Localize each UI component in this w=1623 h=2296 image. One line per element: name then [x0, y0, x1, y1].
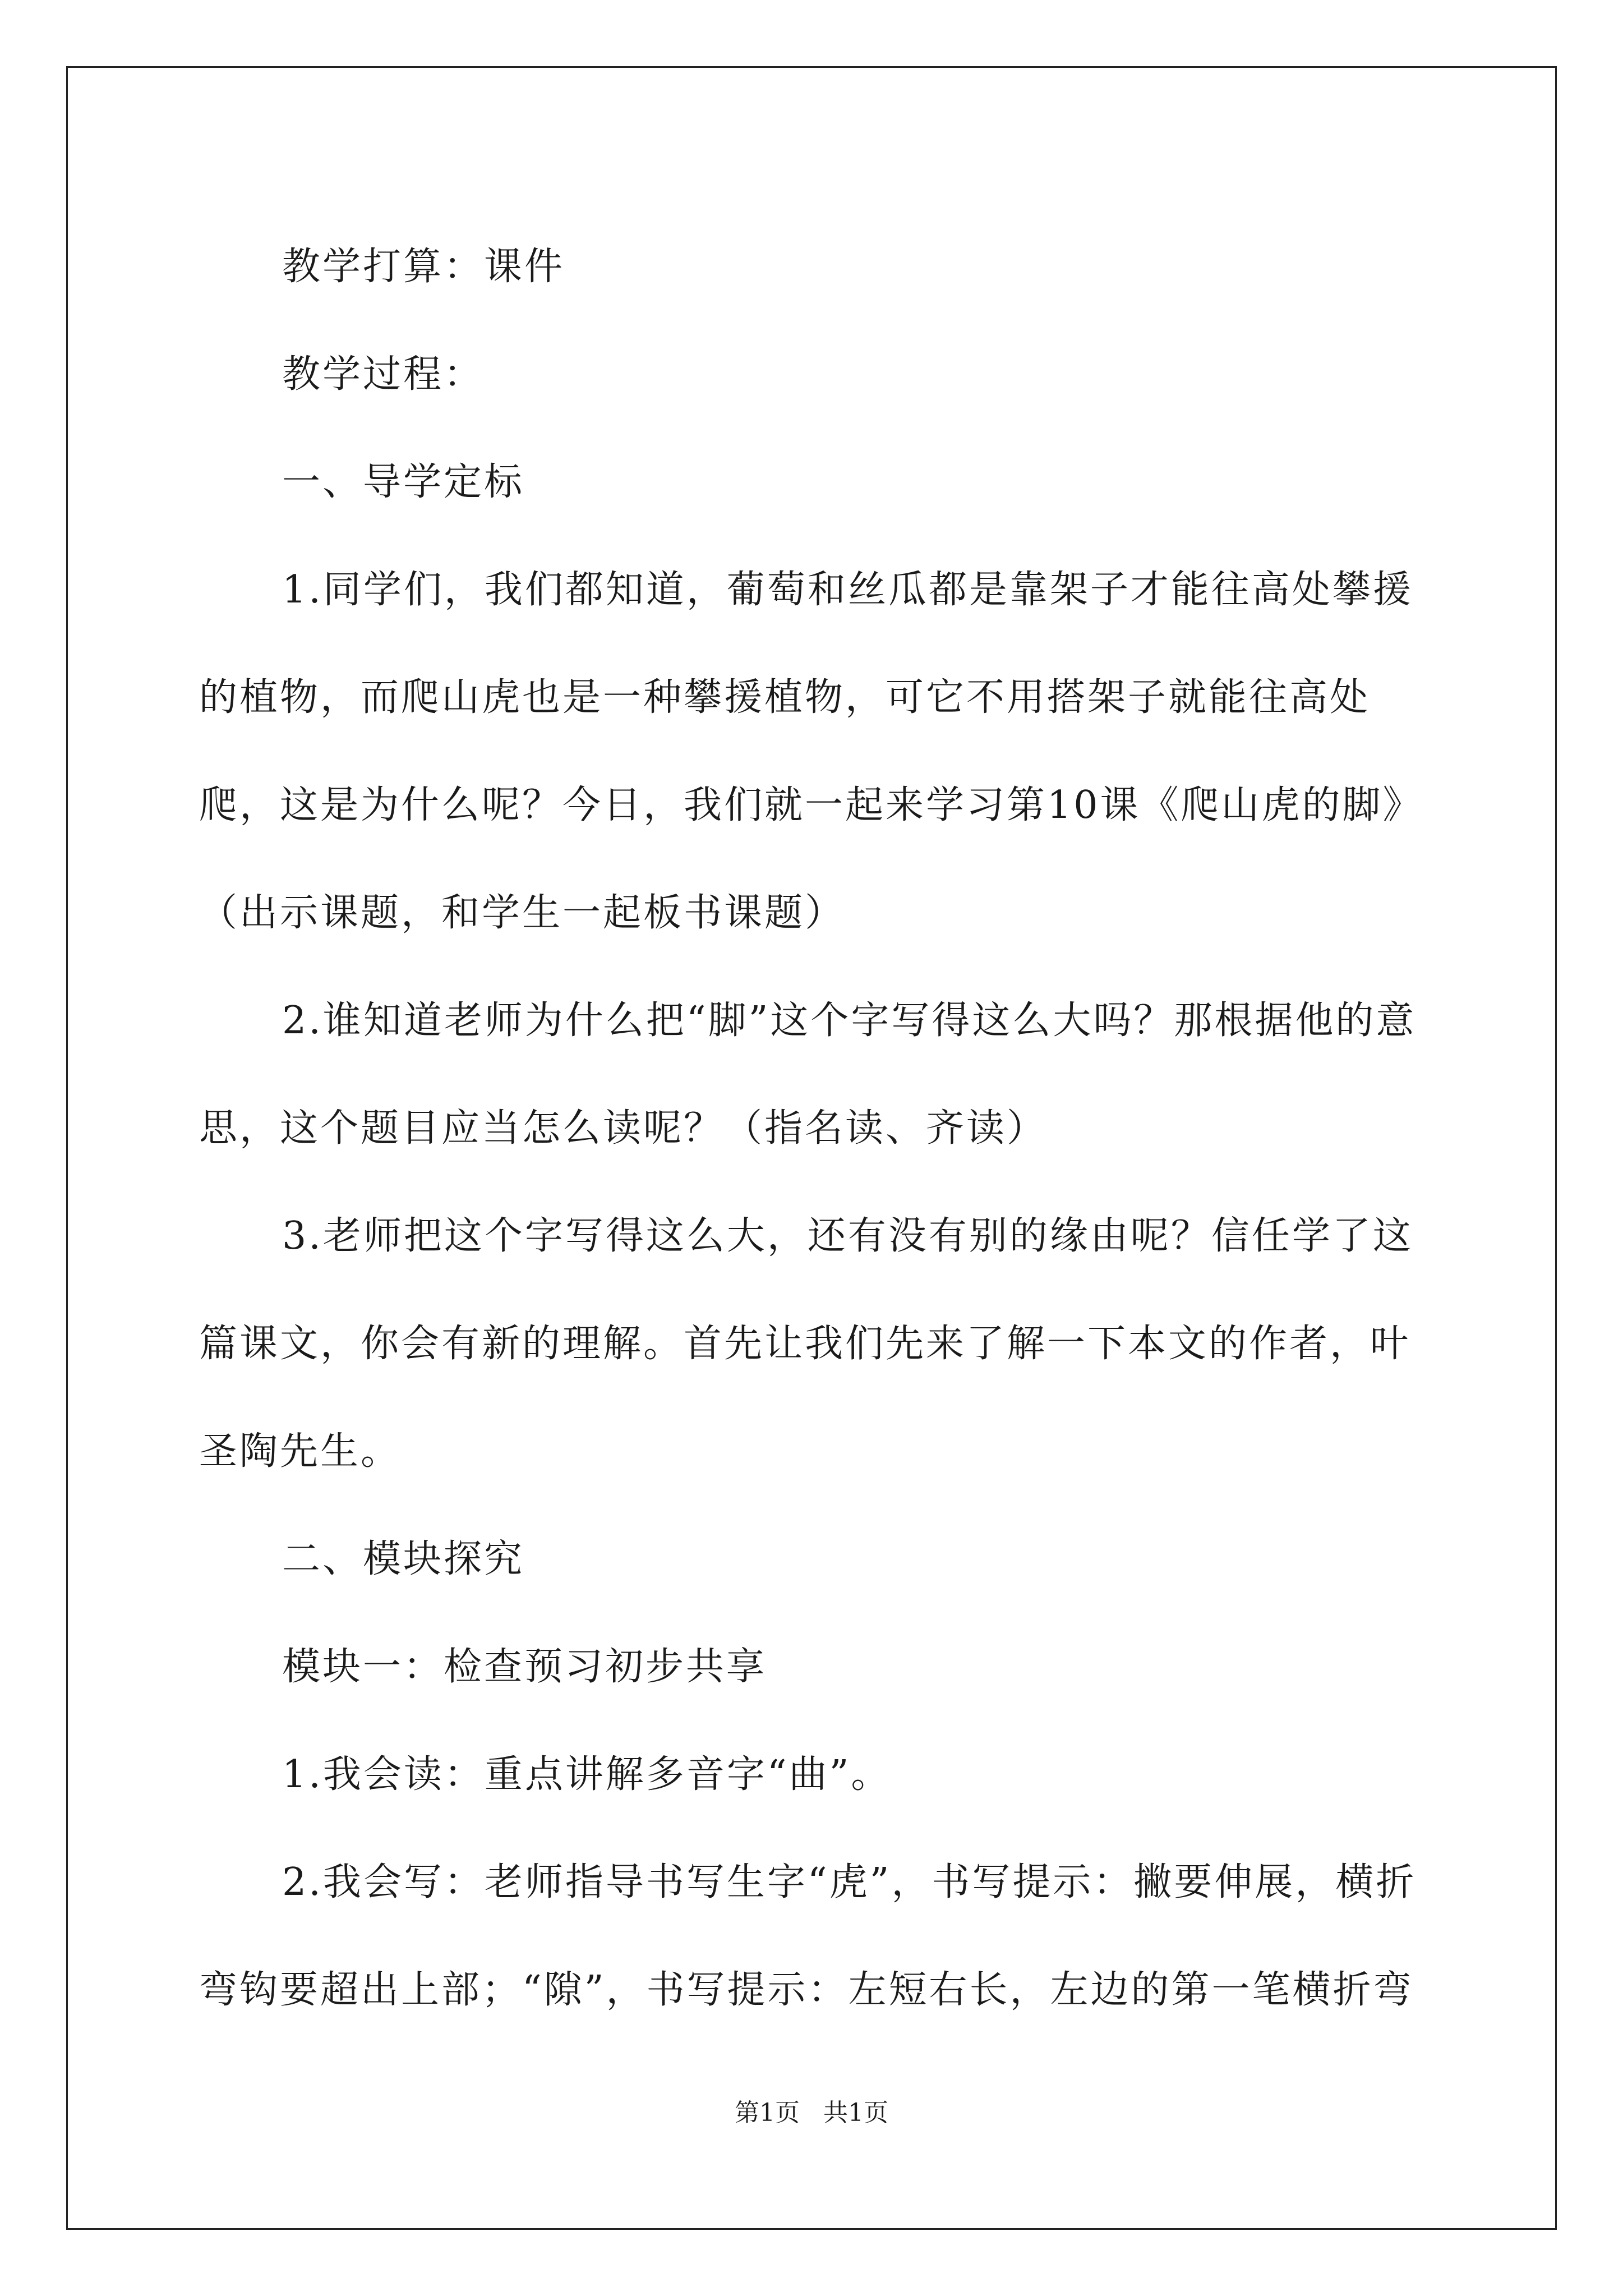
footer-current-page: 第1页 [735, 2099, 800, 2127]
section-heading-1: 一、导学定标 [282, 460, 525, 504]
section-heading-2: 二、模块探究 [282, 1537, 525, 1581]
paragraph-read: 1.我会读：重点讲解多音字“曲”。 [282, 1752, 892, 1797]
page-footer [0, 2092, 1623, 2128]
document-body [199, 213, 1433, 2044]
paragraph-item-3: 3.老师把这个字写得这么大，还有没有别的缘由呢？信任学了这篇课文，你会有新的理解。首先让我们先来了解一下本文的作者，叶圣陶先生。 [199, 1214, 1413, 1474]
footer-total-pages: 共1页 [823, 2099, 888, 2127]
module-heading-1: 模块一：检查预习初步共享 [282, 1645, 767, 1689]
paragraph-item-1: 1.同学们，我们都知道，葡萄和丝瓜都是靠架子才能往高处攀援的植物，而爬山虎也是一种攀援植物，可它不用搭架子就能往高处爬，这是为什么呢？今日，我们就一起来学习第10课《爬山虎的脚》（出示课题，和学生一起板书课题） [199, 568, 1423, 935]
paragraph-write: 2.我会写：老师指导书写生字“虎”，书写提示：撇要伸展，横折弯钩要超出上部；“隙”，书写提示：左短右长，左边的第一笔横折弯 [199, 1860, 1417, 2012]
paragraph-prep: 教学打算：课件 [282, 245, 565, 289]
paragraph-item-2: 2.谁知道老师为什么把“脚”这个字写得这么大吗？那根据他的意思，这个题目应当怎么读呢？（指名读、齐读） [199, 999, 1417, 1151]
paragraph-process-heading: 教学过程： [282, 352, 485, 397]
